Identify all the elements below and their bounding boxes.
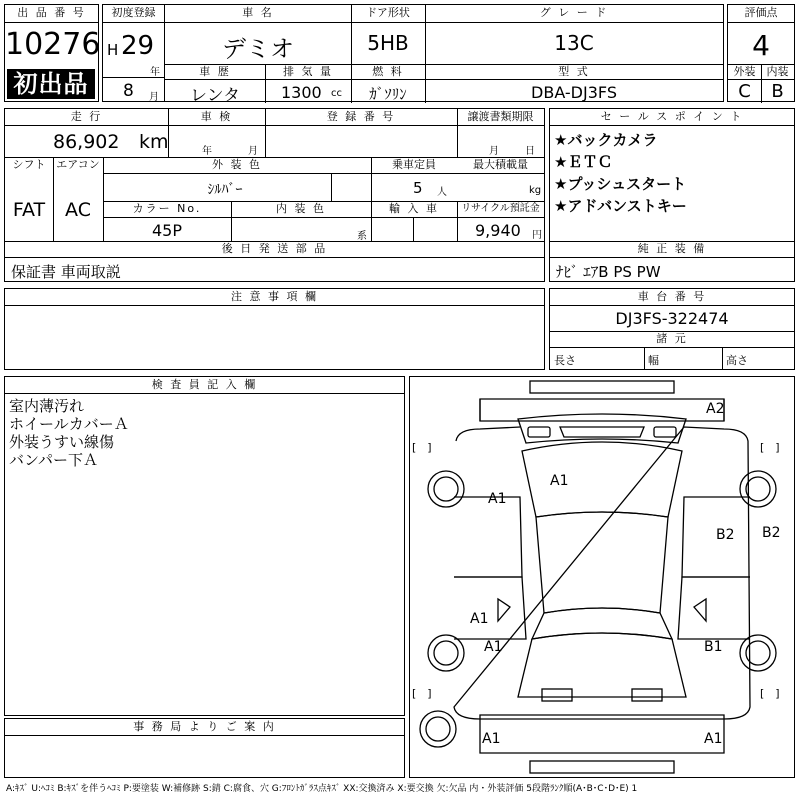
sales-points-box — [549, 108, 795, 282]
sales-point-item: ★プッシュスタート — [554, 175, 687, 193]
recycle-unit: 円 — [532, 230, 542, 241]
width-label: 幅 — [648, 354, 659, 367]
inspection-label: 車 検 — [200, 110, 233, 123]
car-info-grid — [164, 4, 724, 106]
first-listing-badge: 初出品 — [7, 69, 95, 99]
displacement-label: 排 気 量 — [283, 65, 333, 78]
equipment: ﾅﾋﾞ ｴｱB PS PW — [556, 263, 661, 281]
height-label: 高さ — [726, 354, 748, 367]
model-label: 型 式 — [558, 65, 590, 78]
capacity-label: 乗車定員 — [392, 158, 436, 171]
exterior-grade: C — [738, 81, 751, 102]
bracket-left-rear: [ ] — [412, 441, 432, 454]
year-unit: 年 — [150, 67, 160, 78]
displacement-unit: cc — [331, 88, 342, 99]
capacity: 5 — [413, 179, 423, 197]
exterior-label: 外装 — [733, 65, 756, 78]
reg-month: 8 — [123, 81, 134, 101]
month-unit: 月 — [149, 92, 159, 103]
notes-label: 注 意 事 項 欄 — [231, 290, 318, 303]
model: DBA-DJ3FS — [531, 83, 617, 102]
inspector-note: 外装うすい線傷 — [9, 433, 115, 451]
inspector-note: 室内薄汚れ — [9, 397, 85, 415]
fuel: ｶﾞｿﾘﾝ — [369, 85, 407, 103]
sales-point-item: ★アドバンストキー — [554, 197, 687, 215]
damage-mark-rear-bumper: A2 — [706, 401, 725, 417]
damage-diagram — [409, 376, 795, 778]
sales-point-item: ★ＥＴＣ — [554, 153, 613, 171]
score: 4 — [752, 29, 770, 62]
transfer-day-unit: 日 — [525, 146, 535, 157]
chassis-label: 車 台 番 号 — [637, 290, 707, 303]
history: レンタ — [190, 86, 240, 106]
specs-grid — [4, 108, 545, 282]
int-color-unit: 系 — [357, 231, 367, 242]
inspection-year-unit: 年 — [202, 146, 212, 157]
ext-color-label: 外 装 色 — [212, 158, 262, 171]
ac: AC — [65, 199, 91, 221]
load-label: 最大積載量 — [473, 158, 528, 171]
damage-mark-left-sill: A1 — [470, 611, 489, 627]
color-no: 45P — [151, 221, 182, 240]
ac-label: エアコン — [56, 158, 100, 171]
office-label: 事 務 局 よ り ご 案 内 — [133, 720, 276, 733]
inspector-note: バンパー下Ａ — [9, 451, 98, 469]
later-parts: 保証書 車両取説 — [11, 263, 121, 281]
equipment-label: 純 正 装 備 — [637, 242, 707, 255]
plate-label: 登 録 番 号 — [326, 110, 396, 123]
interior-grade: B — [771, 81, 784, 102]
legend: A:ｷｽﾞ U:ﾍｺﾐ B:ｷｽﾞを伴うﾍｺﾐ P:要塗装 W:補修跡 S:錆 C:腐食、穴 G:ﾌﾛﾝﾄｶﾞﾗｽ点ｷｽﾞ XX:交換済み X:要交換 欠:欠品 内・外装評価 5段階ﾗﾝｸ順(A･B･C･D･E) 1 — [6, 784, 638, 794]
damage-mark-right-rear-door: B2 — [716, 527, 735, 543]
notes-box — [4, 288, 545, 370]
damage-mark-left-rear-door: A1 — [488, 491, 507, 507]
recycle-label: リサイクル預託金 — [461, 203, 540, 214]
shift-label: シフト — [12, 158, 46, 171]
chassis-box — [549, 288, 795, 370]
score-label: 評価点 — [744, 6, 778, 19]
transfer-label: 譲渡書類期限 — [467, 110, 534, 123]
era: H — [107, 41, 119, 59]
inspector-note: ホイールカバーＡ — [9, 415, 129, 433]
import-label: 輸 入 車 — [389, 202, 439, 215]
shift: FAT — [12, 199, 46, 221]
later-parts-label: 後 日 発 送 部 品 — [221, 242, 328, 255]
recycle: 9,940 — [475, 221, 521, 240]
first-reg-label: 初度登録 — [111, 6, 156, 19]
lot-number-label: 出 品 番 号 — [17, 6, 86, 19]
bracket-left-front: [ ] — [412, 687, 432, 700]
damage-mark-front-left: A1 — [482, 731, 501, 747]
displacement: 1300 — [281, 83, 322, 102]
interior-label: 内装 — [766, 65, 789, 78]
first-reg-box — [102, 4, 165, 102]
bracket-right-front: [ ] — [760, 687, 780, 700]
int-color-label: 内 装 色 — [276, 202, 326, 215]
ext-color: ｼﾙﾊﾞｰ — [207, 182, 243, 198]
fuel-label: 燃 料 — [372, 65, 404, 78]
sales-point-item: ★バックカメラ — [554, 131, 658, 149]
car-outline-diagram — [410, 377, 794, 777]
mileage-unit: km — [139, 131, 169, 153]
grade-label: グ レ ー ド — [539, 6, 609, 19]
damage-mark-roof: A1 — [550, 473, 569, 489]
inspector-label: 検 査 員 記 入 欄 — [151, 378, 258, 391]
damage-mark-right-front-door: B1 — [704, 639, 723, 655]
bracket-right-rear: [ ] — [760, 441, 780, 454]
inspection-month-unit: 月 — [248, 146, 258, 157]
lot-number-box — [4, 4, 99, 102]
inspector-box — [4, 376, 405, 716]
sales-points-label: セ ー ル ス ポ イ ン ト — [600, 110, 744, 123]
capacity-unit: 人 — [437, 187, 447, 198]
inspector-notes — [9, 397, 129, 469]
car-name-label: 車 名 — [242, 6, 274, 19]
dims-label: 諸 元 — [656, 332, 688, 345]
lot-number: 10276 — [5, 27, 101, 62]
mileage-label: 走 行 — [70, 110, 103, 123]
chassis-number: DJ3FS-322474 — [615, 309, 729, 328]
damage-mark-front-right: A1 — [704, 731, 723, 747]
load-unit: kg — [529, 185, 542, 196]
office-box — [4, 718, 405, 778]
door-type: 5HB — [367, 31, 409, 55]
reg-year: 29 — [121, 31, 155, 61]
sales-points-list — [554, 129, 687, 217]
car-name: デミオ — [222, 35, 294, 63]
transfer-month-unit: 月 — [489, 146, 499, 157]
mileage: 86,902 — [53, 131, 120, 153]
history-label: 車 歴 — [199, 65, 231, 78]
damage-mark-right-fender: B2 — [762, 525, 781, 541]
color-no-label: カラー No. — [132, 202, 202, 215]
grade: 13C — [554, 31, 594, 55]
door-label: ドア形状 — [366, 6, 410, 19]
length-label: 長さ — [554, 354, 576, 367]
score-box — [727, 4, 795, 102]
damage-mark-left-front-door: A1 — [484, 639, 503, 655]
